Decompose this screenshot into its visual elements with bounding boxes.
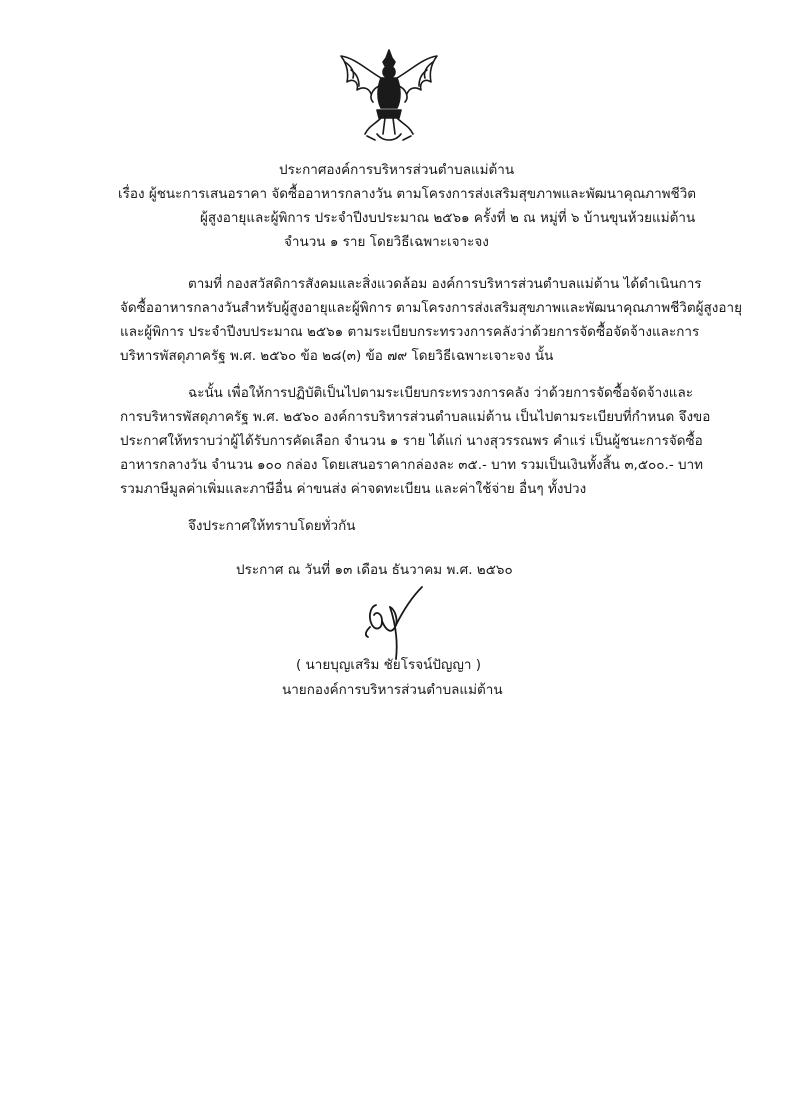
title-line-4: จำนวน ๑ ราย โดยวิธีเฉพาะเจาะจง (284, 234, 489, 250)
paragraph-1-line-1: ตามที่ กองสวัสดิการสังคมและสิ่งแวดล้อม องค์การบริหารส่วนตำบลแม่ต้าน ได้ดำเนินการ (188, 276, 702, 292)
announcement-date: ประกาศ ณ วันที่ ๑๓ เดือน ธันวาคม พ.ศ. ๒๕๖๐ (236, 562, 513, 578)
closing-statement: จึงประกาศให้ทราบโดยทั่วกัน (188, 518, 356, 534)
title-line-2: เรื่อง ผู้ชนะการเสนอราคา จัดซื้ออาหารกลางวัน ตามโครงการส่งเสริมสุขภาพและพัฒนาคุณภาพชีวิต (118, 186, 697, 202)
paragraph-2-line-4: อาหารกลางวัน จำนวน ๑๐๐ กล่อง โดยเสนอราคากล่องละ ๓๕.- บาท รวมเป็นเงินทั้งสิ้น ๓,๕๐๐.- บาท (120, 457, 704, 473)
paragraph-2-line-5: รวมภาษีมูลค่าเพิ่มและภาษีอื่น ค่าขนส่ง ค่าจดทะเบียน และค่าใช้จ่าย อื่นๆ ทั้งปวง (120, 481, 587, 497)
paragraph-1-line-4: บริหารพัสดุภาครัฐ พ.ศ. ๒๕๖๐ ข้อ ๒๘(๓) ข้อ ๗๙ โดยวิธีเฉพาะเจาะจง นั้น (120, 348, 554, 364)
paragraph-1-line-3: และผู้พิการ ประจำปีงบประมาณ ๒๕๖๑ ตามระเบียบกระทรวงการคลังว่าด้วยการจัดซื้อจัดจ้างและการ (120, 324, 700, 340)
paragraph-2-line-2: การบริหารพัสดุภาครัฐ พ.ศ. ๒๕๖๐ องค์การบริหารส่วนตำบลแม่ต้าน เป็นไปตามระเบียบที่กำหนด จึงขอ (120, 409, 711, 425)
signatory-position: นายกองค์การบริหารส่วนตำบลแม่ต้าน (282, 682, 503, 698)
title-line-3: ผู้สูงอายุและผู้พิการ ประจำปีงบประมาณ ๒๕๖๑ ครั้งที่ ๒ ณ หมู่ที่ ๖ บ้านขุนห้วยแม่ต้าน (200, 210, 696, 226)
paragraph-1-line-2: จัดซื้ออาหารกลางวันสำหรับผู้สูงอายุและผู้พิการ ตามโครงการส่งเสริมสุขภาพและพัฒนาคุณภาพชีวิตผู้สูงอายุ (120, 300, 742, 316)
paragraph-2-line-1: ฉะนั้น เพื่อให้การปฏิบัติเป็นไปตามระเบียบกระทรวงการคลัง ว่าด้วยการจัดซื้อจัดจ้างและ (188, 385, 694, 401)
handwritten-signature (352, 585, 426, 661)
signatory-name: ( นายบุญเสริม ชัยโรจน์ปัญญา ) (296, 657, 482, 673)
paragraph-2-line-3: ประกาศให้ทราบว่าผู้ได้รับการคัดเลือก จำนวน ๑ ราย ได้แก่ นางสุวรรณพร คำแร่ เป็นผู้ชนะการจัดซื้อ (120, 433, 703, 449)
garuda-emblem-icon (337, 48, 441, 144)
title-line-1: ประกาศองค์การบริหารส่วนตำบลแม่ต้าน (279, 162, 515, 178)
